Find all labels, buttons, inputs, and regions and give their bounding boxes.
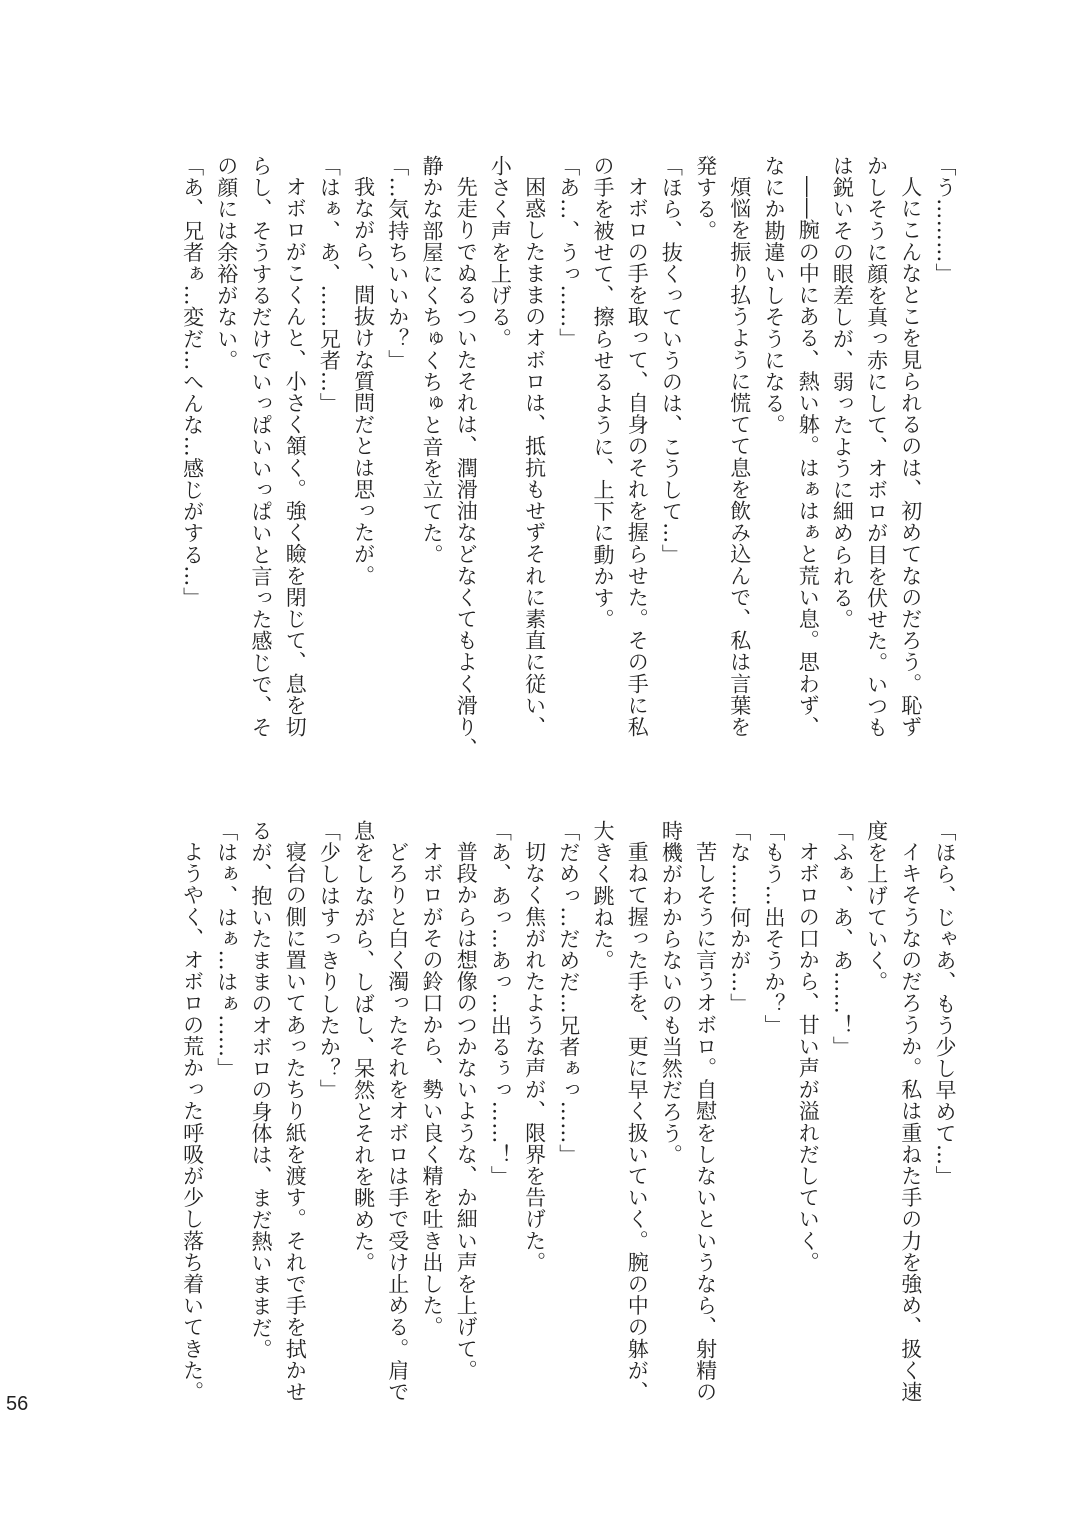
text-line: ――腕の中にある、熱い躰。はぁはぁと荒い息。思わず、 — [796, 176, 821, 738]
text-line: 時機がわからないのも当然だろう。 — [659, 820, 684, 1166]
text-line: 「はぁ、はぁ…はぁ……」 — [214, 820, 239, 1080]
text-line: 発する。 — [693, 155, 718, 242]
text-line: 困惑したままのオボロは、抵抗もせずそれに素直に従い、 — [522, 176, 547, 738]
text-line: 我ながら、間抜けな質問だとは思ったが。 — [351, 176, 376, 587]
text-line: の顔には余裕がない。 — [214, 155, 239, 371]
text-line: 息をしながら、しばし、呆然とそれを眺めた。 — [351, 820, 376, 1274]
text-line: 「だめっ…だめだ…兄者ぁっ……」 — [556, 820, 581, 1166]
text-line: 静かな部屋にくちゅくちゅと音を立てた。 — [420, 155, 444, 566]
text-line: オボロがその鈴口から、勢い良く精を吐き出した。 — [420, 841, 444, 1338]
text-line: 普段からは想像のつかないような、か細い声を上げて。 — [454, 841, 479, 1381]
text-line: 「ほら、抜くっていうのは、こうして…」 — [659, 155, 684, 566]
text-line: 寝台の側に置いてあったちり紙を渡す。それで手を拭かせ — [283, 841, 308, 1403]
text-line: 度を上げていく。 — [864, 820, 889, 993]
page-number: 56 — [6, 1393, 29, 1415]
text-line: 「はぁ、あ、……兄者…」 — [317, 155, 342, 415]
text-line: イキそうなのだろうか。私は重ねた手の力を強め、扱く速 — [898, 841, 923, 1403]
text-line: 切なく焦がれたような声が、限界を告げた。 — [522, 841, 547, 1273]
text-line: 大きく跳ねた。 — [591, 820, 615, 972]
text-line: 「少しはすっきりしたか？」 — [317, 820, 342, 1101]
text-line: 小さく声を上げる。 — [488, 155, 513, 350]
text-line: は鋭いその眼差しが、弱ったように細められる。 — [830, 155, 855, 631]
text-line: 重ねて握った手を、更に早く扱いていく。腕の中の躰が、 — [625, 841, 650, 1403]
text-line: 「…気持ちいいか？」 — [385, 155, 410, 371]
text-line: 人にこんなとこを見られるのは、初めてなのだろう。恥ず — [898, 176, 923, 738]
text-line: 「ほら、じゃあ、もう少し早めて…」 — [933, 820, 957, 1188]
text-line: オボロの手を取って、自身のそれを握らせた。その手に私 — [625, 176, 650, 738]
text-line: 先走りでぬるついたそれは、潤滑油などなくてもよく滑り、 — [454, 176, 479, 760]
text-line: オボロがこくんと、小さく頷く。強く瞼を閉じて、息を切 — [283, 176, 308, 738]
text-line: ようやく、オボロの荒かった呼吸が少し落ち着いてきた。 — [180, 841, 205, 1403]
text-line: なにか勘違いしそうになる。 — [762, 155, 786, 436]
text-line: 「あ…、うっ……」 — [556, 155, 581, 350]
text-line: 「な……何かが…」 — [727, 820, 752, 1015]
text-line: 「あ、兄者ぁ…変だ…へんな…感じがする…」 — [180, 155, 205, 609]
text-line: どろりと白く濁ったそれをオボロは手で受け止める。肩で — [385, 841, 410, 1403]
text-line: の手を被せて、擦らせるように、上下に動かす。 — [591, 155, 615, 631]
text-line: 「もう…出そうか？」 — [762, 820, 786, 1036]
text-line: 「あ、あっ…あっ…出るぅっ……！」 — [488, 820, 513, 1188]
text-line: 煩悩を振り払うように慌てて息を飲み込んで、私は言葉を — [727, 176, 752, 738]
text-line: 苦しそうに言うオボロ。自慰をしないというなら、射精の — [693, 841, 718, 1403]
text-line: るが、抱いたままのオボロの身体は、まだ熱いままだ。 — [249, 820, 273, 1360]
text-line: 「ふぁ、あ、あ……！」 — [830, 820, 855, 1058]
text-line: かしそうに顔を真っ赤にして、オボロが目を伏せた。いつも — [864, 155, 889, 739]
text-line: 「う………」 — [933, 155, 957, 285]
text-line: オボロの口から、甘い声が溢れだしていく。 — [796, 841, 821, 1273]
text-line: らし、そうするだけでいっぱいいっぱいと言った感じで、そ — [249, 155, 273, 739]
